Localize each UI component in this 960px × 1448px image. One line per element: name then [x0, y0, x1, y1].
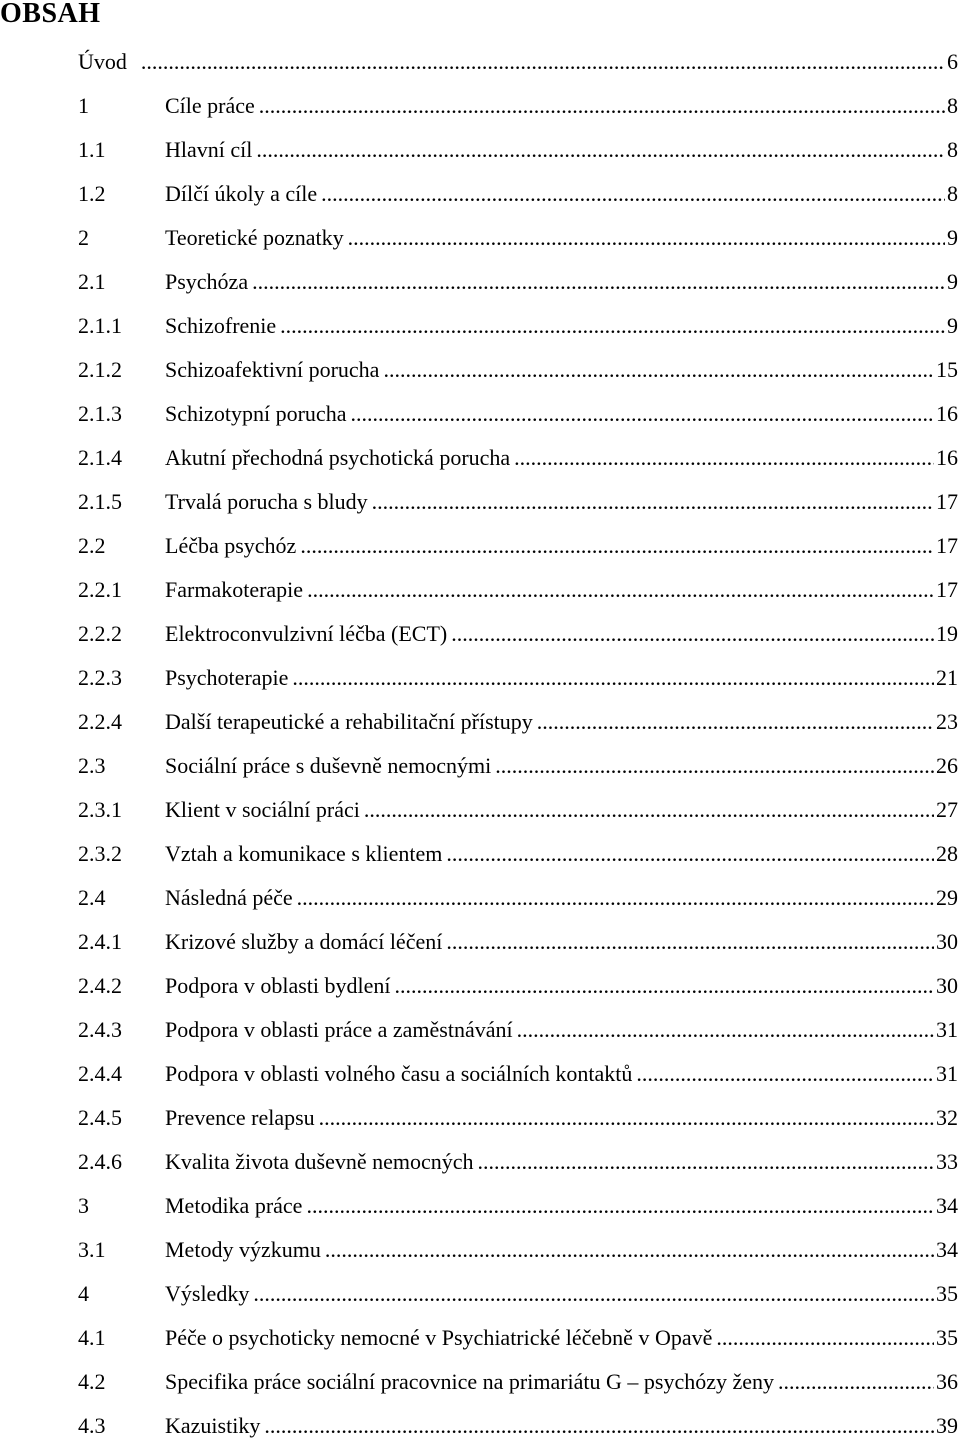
toc-entry[interactable]: [78, 1184, 958, 1228]
toc-entry[interactable]: [78, 304, 958, 348]
toc-dot-leader: [495, 744, 934, 788]
toc-entry-number: 2.1.1: [78, 313, 122, 338]
toc-entry[interactable]: [78, 964, 958, 1008]
toc-entry-title: Specifika práce sociální pracovnice na primariátu G – psychózy ženy: [165, 1369, 775, 1394]
toc-entry[interactable]: [78, 1272, 958, 1316]
toc-dot-leader: [517, 1008, 934, 1052]
toc-entry[interactable]: [78, 788, 958, 832]
toc-entry-page-number: 27: [936, 797, 958, 822]
toc-entry-title: Trvalá porucha s bludy: [165, 489, 368, 514]
toc-entry-title: Metody výzkumu: [165, 1237, 321, 1262]
toc-entry-title: Farmakoterapie: [165, 577, 304, 602]
toc-entry-title: Následná péče: [165, 885, 293, 910]
toc-entry-title: Teoretické poznatky: [165, 225, 344, 250]
toc-entry-number: 4.3: [78, 1413, 106, 1438]
toc-entry[interactable]: [78, 1140, 958, 1184]
toc-dot-leader: [321, 172, 945, 216]
toc-entry-title: Kazuistiky: [165, 1413, 261, 1438]
toc-dot-leader: [264, 1404, 934, 1448]
toc-entry-page-number: 17: [936, 533, 958, 558]
toc-entry-number: 2.3.1: [78, 797, 122, 822]
toc-entry-page-number: 36: [936, 1369, 958, 1394]
toc-entry-page-number: 29: [936, 885, 958, 910]
toc-entry-title: Péče o psychoticky nemocné v Psychiatrické léčebně v Opavě: [165, 1325, 713, 1350]
toc-entry-page-number: 8: [947, 137, 958, 162]
toc-entry-page-number: 23: [936, 709, 958, 734]
toc-entry[interactable]: [78, 612, 958, 656]
toc-dot-leader: [636, 1052, 934, 1096]
toc-entry-number: 2: [78, 225, 89, 250]
toc-dot-leader: [446, 920, 934, 964]
toc-entry-page-number: 35: [936, 1281, 958, 1306]
toc-entry[interactable]: [78, 832, 958, 876]
table-of-contents: [78, 40, 958, 1448]
toc-entry[interactable]: [78, 524, 958, 568]
toc-entry-page-number: 16: [936, 445, 958, 470]
toc-dot-leader: [300, 524, 934, 568]
toc-entry-title: Psychoterapie: [165, 665, 289, 690]
toc-entry-title: Podpora v oblasti práce a zaměstnávání: [165, 1017, 513, 1042]
toc-entry-title: Metodika práce: [165, 1193, 303, 1218]
toc-entry[interactable]: [78, 216, 958, 260]
toc-entry-number: 2.2.3: [78, 665, 122, 690]
toc-entry[interactable]: [78, 392, 958, 436]
toc-dot-leader: [256, 128, 945, 172]
toc-entry[interactable]: [78, 348, 958, 392]
toc-entry-page-number: 26: [936, 753, 958, 778]
toc-entry-title: Cíle práce: [165, 93, 255, 118]
toc-entry-page-number: 34: [936, 1237, 958, 1262]
toc-entry-number: 1: [78, 93, 89, 118]
toc-entry-page-number: 19: [936, 621, 958, 646]
toc-dot-leader: [325, 1228, 934, 1272]
toc-entry-number: 2.4.4: [78, 1061, 122, 1086]
toc-dot-leader: [280, 304, 945, 348]
toc-dot-leader: [451, 612, 934, 656]
toc-entry-title: Kvalita života duševně nemocných: [165, 1149, 474, 1174]
toc-entry-page-number: 28: [936, 841, 958, 866]
toc-dot-leader: [364, 788, 934, 832]
toc-entry-number: Úvod: [78, 49, 127, 74]
toc-dot-leader: [319, 1096, 934, 1140]
toc-entry-title: Elektroconvulzivní léčba (ECT): [165, 621, 448, 646]
toc-dot-leader: [252, 260, 945, 304]
toc-entry-number: 2.1: [78, 269, 106, 294]
toc-dot-leader: [514, 436, 934, 480]
toc-dot-leader: [307, 568, 934, 612]
toc-entry-number: 2.4.3: [78, 1017, 122, 1042]
toc-entry-number: 2.4.5: [78, 1105, 122, 1130]
toc-entry-page-number: 8: [947, 93, 958, 118]
toc-entry-page-number: 35: [936, 1325, 958, 1350]
toc-dot-leader: [348, 216, 945, 260]
toc-entry-title: Akutní přechodná psychotická porucha: [165, 445, 511, 470]
toc-entry-title: Klient v sociální práci: [165, 797, 360, 822]
toc-dot-leader: [372, 480, 934, 524]
toc-entry[interactable]: [78, 172, 958, 216]
toc-entry-page-number: 39: [936, 1413, 958, 1438]
toc-entry-number: 2.4: [78, 885, 106, 910]
toc-entry-number: 2.1.3: [78, 401, 122, 426]
toc-entry-number: 2.3.2: [78, 841, 122, 866]
toc-entry[interactable]: [78, 1316, 958, 1360]
toc-entry-page-number: 30: [936, 973, 958, 998]
toc-entry-title: Další terapeutické a rehabilitační přístupy: [165, 709, 533, 734]
toc-entry[interactable]: [78, 480, 958, 524]
toc-entry-page-number: 34: [936, 1193, 958, 1218]
toc-dot-leader: [383, 348, 934, 392]
toc-dot-leader: [778, 1360, 934, 1404]
toc-dot-leader: [478, 1140, 934, 1184]
toc-entry[interactable]: [78, 1228, 958, 1272]
toc-entry[interactable]: [78, 260, 958, 304]
toc-entry[interactable]: [78, 84, 958, 128]
toc-entry-title: Psychóza: [165, 269, 249, 294]
toc-dot-leader: [292, 656, 934, 700]
toc-entry-title: Podpora v oblasti bydlení: [165, 973, 391, 998]
toc-entry-title: Výsledky: [165, 1281, 250, 1306]
toc-entry-page-number: 16: [936, 401, 958, 426]
toc-entry-number: 2.1.4: [78, 445, 122, 470]
toc-entry-title: Podpora v oblasti volného času a sociálních kontaktů: [165, 1061, 633, 1086]
toc-entry-title: Hlavní cíl: [165, 137, 253, 162]
toc-entry-number: 4.1: [78, 1325, 106, 1350]
toc-entry-title: Schizotypní porucha: [165, 401, 347, 426]
toc-entry-number: 1.2: [78, 181, 106, 206]
toc-entry[interactable]: [78, 744, 958, 788]
toc-entry-number: 2.2.4: [78, 709, 122, 734]
toc-entry-page-number: 15: [936, 357, 958, 382]
toc-entry-title: Sociální práce s duševně nemocnými: [165, 753, 492, 778]
toc-dot-leader: [394, 964, 934, 1008]
toc-entry-page-number: 31: [936, 1017, 958, 1042]
toc-dot-leader: [350, 392, 934, 436]
toc-entry-page-number: 17: [936, 489, 958, 514]
toc-entry-number: 4: [78, 1281, 89, 1306]
toc-entry-page-number: 9: [947, 269, 958, 294]
toc-entry-number: 2.2: [78, 533, 106, 558]
toc-entry-page-number: 17: [936, 577, 958, 602]
toc-entry-page-number: 8: [947, 181, 958, 206]
toc-entry-title: Schizoafektivní porucha: [165, 357, 380, 382]
toc-entry-page-number: 30: [936, 929, 958, 954]
toc-entry[interactable]: [78, 876, 958, 920]
toc-entry-number: 2.1.5: [78, 489, 122, 514]
toc-entry[interactable]: [78, 1360, 958, 1404]
toc-entry-number: 2.2.2: [78, 621, 122, 646]
toc-dot-leader: [446, 832, 934, 876]
toc-entry-number: 2.4.6: [78, 1149, 122, 1174]
toc-entry-title: Schizofrenie: [165, 313, 277, 338]
toc-entry-page-number: 9: [947, 313, 958, 338]
toc-entry[interactable]: [78, 656, 958, 700]
toc-entry[interactable]: [78, 436, 958, 480]
toc-entry-title: Dílčí úkoly a cíle: [165, 181, 318, 206]
toc-dot-leader: [253, 1272, 934, 1316]
toc-entry-page-number: 32: [936, 1105, 958, 1130]
toc-entry-title: Prevence relapsu: [165, 1105, 315, 1130]
toc-entry-title: Krizové služby a domácí léčení: [165, 929, 443, 954]
toc-entry[interactable]: [78, 40, 958, 84]
toc-dot-leader: [306, 1184, 934, 1228]
toc-entry[interactable]: [78, 128, 958, 172]
toc-entry-page-number: 6: [947, 49, 958, 74]
toc-dot-leader: [537, 700, 934, 744]
toc-entry-number: 4.2: [78, 1369, 106, 1394]
toc-entry-number: 2.3: [78, 753, 106, 778]
toc-entry-number: 2.4.1: [78, 929, 122, 954]
toc-entry-number: 2.4.2: [78, 973, 122, 998]
toc-entry-page-number: 21: [936, 665, 958, 690]
toc-entry-title: Vztah a komunikace s klientem: [165, 841, 443, 866]
toc-entry-number: 2.1.2: [78, 357, 122, 382]
toc-entry[interactable]: [78, 568, 958, 612]
toc-entry-page-number: 9: [947, 225, 958, 250]
toc-entry[interactable]: [78, 920, 958, 964]
toc-entry[interactable]: [78, 1008, 958, 1052]
toc-entry-number: 1.1: [78, 137, 106, 162]
toc-dot-leader: [716, 1316, 934, 1360]
toc-entry-page-number: 33: [936, 1149, 958, 1174]
toc-heading: OBSAH: [0, 0, 101, 29]
toc-entry-title: Léčba psychóz: [165, 533, 297, 558]
toc-entry-number: 3.1: [78, 1237, 106, 1262]
toc-entry[interactable]: [78, 700, 958, 744]
toc-entry[interactable]: [78, 1096, 958, 1140]
toc-entry-page-number: 31: [936, 1061, 958, 1086]
toc-dot-leader: [259, 84, 945, 128]
toc-entry[interactable]: [78, 1052, 958, 1096]
toc-dot-leader: [297, 876, 934, 920]
toc-dot-leader: [141, 40, 945, 84]
toc-entry-number: 2.2.1: [78, 577, 122, 602]
toc-entry[interactable]: [78, 1404, 958, 1448]
toc-entry-number: 3: [78, 1193, 89, 1218]
